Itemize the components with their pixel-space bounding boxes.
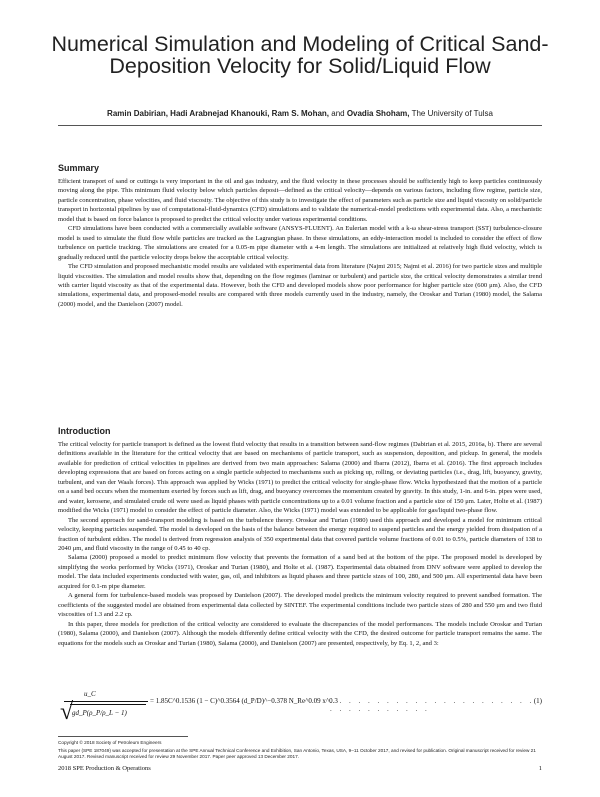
page-number: 1: [538, 765, 542, 772]
intro-paragraph: The second approach for sand-transport modeling is based on the turbulence theory. Oroskar and Turian (1980) used this approach and developed a model for minimum critical velocity, keeping particles suspended. The model is developed on the basis of the balance between the energy required to suspend particles and the energy yielded from dissipation of a fraction of turbulent eddies. The model is derived from regression analysis of 350 experimental data that covered particle volume fractions of 0.01 to 0.5%, particle diameters of 138 to 2040 μm, and fluid viscosity in the range of 0.45 to 40 cp.: [58, 516, 542, 552]
introduction-heading: Introduction: [58, 426, 111, 436]
footnote-rule: [58, 736, 188, 737]
equation-denominator: gd_P(ρ_P/ρ_L − 1): [72, 709, 127, 717]
fraction-bar: [64, 701, 148, 702]
authors-last: Ovadia Shoham,: [346, 109, 410, 118]
introduction-body: [58, 440, 542, 648]
summary-body: [58, 177, 542, 309]
top-rule: [58, 125, 542, 126]
journal-footer: 2018 SPE Production & Operations: [58, 765, 151, 772]
summary-paragraph: The CFD simulation and proposed mechanistic model results are validated with experimental data from literature (Najmi 2015; Najmi et al. 2016) for two particle sizes and multiple liquid viscosities. The simulation and model results show that, depending on the flow regimes (laminar or turbulent) and particle size, the critical velocity demonstrates a similar trend with carrier liquid viscosity as that of the experimental data. However, both the CFD and developed models show poor performance for higher particle size (600 μm). Also, the CFD simulations, experimental data, and proposed-model results are compared with three models currently used in the industry, namely, the Oroskar and Turian (1980) model, the Salama (2000) model, and the Danielson (2007) model.: [58, 263, 542, 308]
summary-paragraph: CFD simulations have been conducted with a commercially available software (ANSYS-FLUENT). An Eulerian model with a k-ω shear-stress transport (SST) turbulence-closure model is used to simulate the fluid flow while particles are tracked as the Lagrangian phase. In these simulations, an eddy-interaction model is included to consider the effect of flow turbulence on particle tracking. The simulations are created for a 0.05-m pipe diameter with a 4-m length. The simulations are initialized at relatively high fluid velocity, which is gradually reduced until the particle velocity drops below the acceptable critical velocity.: [58, 225, 542, 261]
authors-and: and: [329, 109, 347, 118]
equation-numerator: u_C: [84, 690, 96, 698]
summary-paragraph: Efficient transport of sand or cuttings is very important in the oil and gas industry, and the fluid velocity in these processes should be sufficiently high to keep particles continuously moving along the pipe. This minimum fluid velocity below which particles deposit—defined as the critical velocity—depends on various factors, including flow regime, particle size, particle concentration, phase velocities, and fluid viscosity. The objective of this study is to investigate the effect of parameters such as particle size and liquid viscosity on solid/particle transport in horizontal pipelines by use of computational-fluid-dynamics (CFD) simulations and to validate the numerical-model predictions with experimental data. Also, a mechanistic model that is based on force balance is proposed to predict the critical velocity under various experimental conditions.: [58, 178, 542, 223]
equation-number: (1): [533, 697, 542, 705]
copyright-note: Copyright © 2018 Society of Petroleum Engineers: [58, 740, 162, 745]
equation-leader-dots: . . . . . . . . . . . . . . . . . . . . . . . . . . . . . . . . .: [330, 697, 535, 713]
intro-paragraph: Salama (2000) proposed a model to predict minimum flow velocity that prevents the formation of a sand bed at the bottom of the pipe. The proposed model is developed by simplifying the works performed by Wicks (1971), Oroskar and Turian (1980), and Holte et al. (1987). Experimental data obtained from DNV software were applied to develop the model. The data included experiments conducted with water, gas, oil, and inhibitors as liquid phases and three particle sizes of 100, 280, and 500 μm. All experimental data have been acquired for 0.1-m pipe diameter.: [58, 554, 542, 590]
authors-bold: Ramin Dabirian, Hadi Arabnejad Khanouki, Ram S. Mohan,: [107, 109, 330, 118]
intro-paragraph: A general form for turbulence-based models was proposed by Danielson (2007). The developed model predicts the minimum velocity required to prevent sandbed formation. The coefficients of the suggested model are obtained from experimental data collected by SINTEF. The experimental conditions include two particle sizes of 280 and 550 μm and two fluid viscosities of 1.3 and 2.2 cp.: [58, 592, 542, 619]
paper-title: Numerical Simulation and Modeling of Critical Sand-Deposition Velocity for Solid/Liquid Flow: [51, 32, 549, 78]
publication-note: This paper (SPE 187049) was accepted for presentation at the SPE Annual Technical Conference and Exhibition, San Antonio, Texas, USA, 9–11 October 2017, and revised for publication. Original manuscript received for review 21 August 2017. Revised manuscript received for review 29 November 2017. Paper peer approved 13 December 2017.: [58, 748, 536, 760]
intro-paragraph: The critical velocity for particle transport is defined as the lowest fluid velocity that results in a transition between sand-flow regimes (Dabirian et al. 2015, 2016a, b). There are several definitions available in the literature for the critical velocity that are based on mechanisms of particle transport, such as suspension, deposition, and pickup. In general, the models available for prediction of critical velocities in pipelines are derived from two main approaches: Salama (2000) and Ibarra (2012), Ibarra et al. (2016). The first approach includes developing expressions that are based on forces acting on a single particle subjected to mechanisms such as picking up, rolling, or deviating particles (i.e., drag, lift, buoyancy, gravity, turbulent, and van der Waals forces). This approach was applied by Wicks (1971) to predict the critical velocity for single-phase flow. Wicks hypothesized that the motion of a particle on a sand bed occurs when the momentum exerted by forces such as lift, drag, and buoyancy overcomes the momentum created by gravity. In this study, 1-in. and 6-in. pipes were used, and water, kerosene, and simulated crude oil were used as liquid phases with particle concentrations up to a 0.01 volume fraction and a particle size of 150 μm. Later, Holte et al. (1987) modified the Wicks (1971) model to consider the effect of particle diameter. Also, the Wicks (1971) model was extended to be applicable for gas/liquid two-phase flow.: [58, 441, 542, 515]
author-line: [40, 109, 560, 118]
affiliation: The University of Tulsa: [409, 109, 493, 118]
summary-heading: Summary: [58, 163, 100, 173]
equation-rhs: = 1.85C^0.1536 (1 − C)^0.3564 (d_P/D)^−0.378 N_Re^0.09 x^0.3: [150, 697, 338, 705]
equation-lhs: [60, 690, 148, 730]
equation-1: [58, 690, 542, 730]
sqrt-bar: [70, 704, 146, 705]
sqrt-icon: √: [60, 699, 74, 725]
intro-paragraph: In this paper, three models for prediction of the critical velocity are considered to evaluate the discrepancies of the model performances. The models include Oroskar and Turian (1980), Salama (2000), and Danielson (2007). Although the models differently define critical velocity with the CFD, the desired outcome for particle transport remains the same. The equations for the models such as Oroskar and Turian (1980), Salama (2000), and Danielson (2007) are presented, respectively, by Eq. 1, 2, and 3:: [58, 620, 542, 647]
